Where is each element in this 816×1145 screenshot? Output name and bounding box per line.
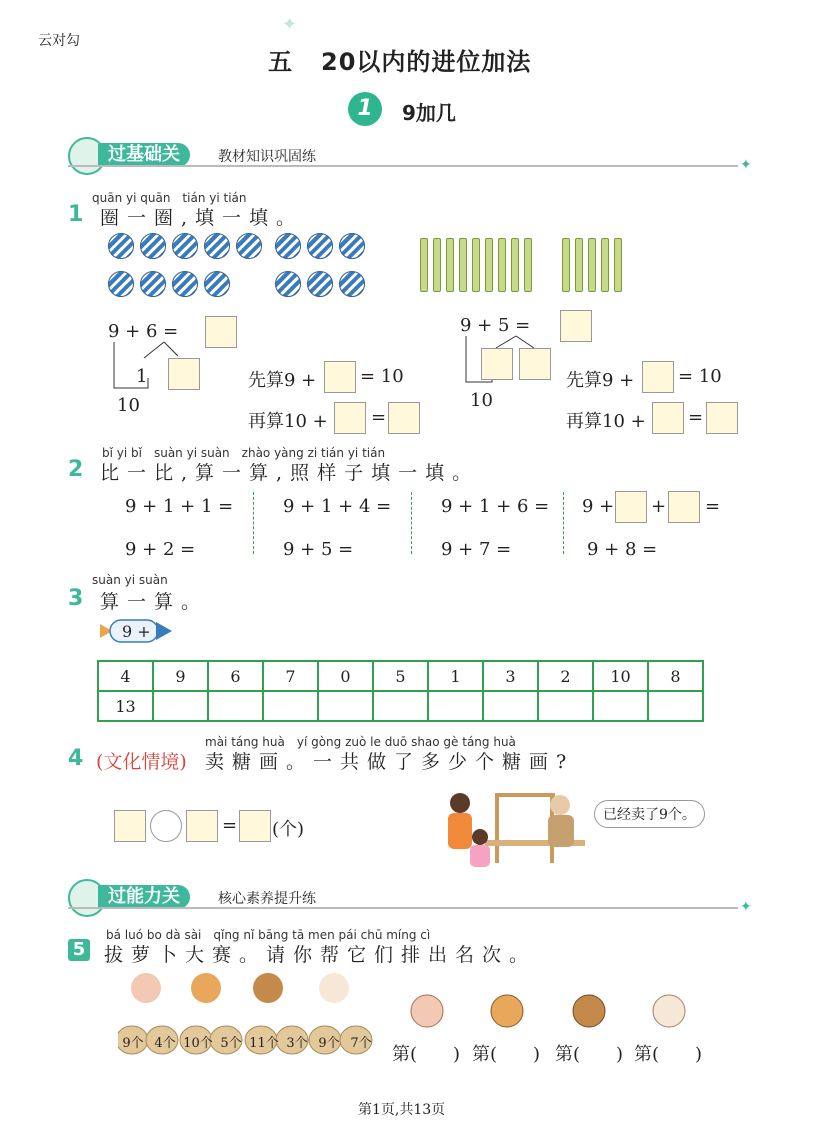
ball-icon [275,271,301,297]
lesson-title: 9加几 [402,101,456,125]
lesson-badge: 1 [348,92,382,126]
answer-box[interactable] [334,402,366,434]
answer-box[interactable] [205,316,237,348]
chapter-name: 20以内的进位加法 [321,48,532,76]
ball-icon [204,271,230,297]
dashed-divider [563,492,564,554]
step1-result: = 10 [360,366,404,387]
answer-cell[interactable] [318,691,373,721]
step1-text: 先算9 + [248,370,317,391]
stick-group-right[interactable] [562,238,622,292]
section-header-basic [68,143,758,173]
answer-cell[interactable] [538,691,593,721]
rocket-icon [98,614,174,648]
star-icon: ✦ [740,899,752,915]
answer-cell[interactable] [208,691,263,721]
table-row-bottom [98,691,703,721]
answer-box[interactable] [481,348,513,380]
stick-icon [485,238,493,292]
brand-text: 云对勾 [38,33,80,49]
equals-sign: = [371,407,387,428]
q4-tag: (文化情境) [96,751,187,773]
q4-pinyin: mài táng huà yí gòng zuò le duō shao gè táng huà [205,735,516,749]
q5-text: 拔萝卜大赛。请你帮它们排出名次。 [104,944,537,966]
stick-icon [433,238,441,292]
q2-pinyin: bǐ yi bǐ suàn yi suàn zhào yàng zi tián yi tián [102,446,386,460]
answer-box[interactable] [168,358,200,390]
bag-label: 10个 [183,1036,213,1051]
stick-icon [446,238,454,292]
dashed-divider [411,492,412,554]
q4-text: 卖糖画。一共做了多少个糖画? [205,751,575,773]
monkey-icon [567,993,611,1033]
plus-sign: + [651,496,667,517]
chapter-title [268,42,531,77]
stick-group-left[interactable] [420,238,532,292]
q2-expr: 9 + 8 = [587,539,658,560]
section-divider [68,907,738,909]
q5-pinyin: bá luó bo dà sài qǐng nǐ bāng tā men pái chū míng cì [106,928,431,942]
q2-text: 比一比,算一算,照样子填一填。 [100,462,480,484]
table-cell: 0 [318,661,373,691]
ball-icon [236,233,262,259]
section-subtitle: 核心素养提升练 [218,891,316,907]
rank-input[interactable]: 第( ) [392,1044,461,1065]
bag-label: 4个 [154,1036,176,1051]
q2-number: 2 [68,457,84,482]
stick-icon [575,238,583,292]
stick-icon [420,238,428,292]
answer-box[interactable] [114,810,146,842]
bag-label: 5个 [220,1036,242,1051]
q2-expr: 9 + 1 + 6 = [441,496,550,517]
section-title: 过能力关 [98,885,190,909]
sugar-painting-illustration [440,785,590,870]
q2-expr: 9 + 2 = [125,539,196,560]
ball-icon [339,233,365,259]
equals-sign: = [688,407,704,428]
bag-label: 7个 [350,1036,372,1051]
table-cell: 10 [593,661,648,691]
ten-label: 10 [117,395,140,416]
stick-icon [588,238,596,292]
ball-icon [339,271,365,297]
table-cell: 13 [98,691,153,721]
operator-circle[interactable] [150,810,182,842]
stick-icon [459,238,467,292]
answer-box[interactable] [668,491,700,523]
ten-label: 10 [470,390,493,411]
table-cell: 1 [428,661,483,691]
stick-icon [601,238,609,292]
table-cell: 2 [538,661,593,691]
q2-template-start: 9 + [582,496,615,517]
q3-table [97,660,704,722]
ball-icon [140,233,166,259]
table-cell: 4 [98,661,153,691]
rank-input[interactable]: 第( ) [634,1044,703,1065]
ball-icon [108,233,134,259]
answer-cell[interactable] [428,691,483,721]
table-cell: 7 [263,661,318,691]
bag-label: 11个 [249,1036,279,1051]
ball-group-right[interactable] [275,233,365,297]
ball-group-left[interactable] [108,233,262,297]
q1-number: 1 [68,202,84,227]
q2-expr: 9 + 5 = [283,539,354,560]
table-row-top [98,661,703,691]
section-divider [68,165,738,167]
answer-cell[interactable] [648,691,703,721]
ball-icon [275,233,301,259]
answer-cell[interactable] [593,691,648,721]
ball-icon [307,271,333,297]
pig-icon [405,993,449,1033]
q3-pinyin: suàn yi suàn [92,573,168,587]
answer-cell[interactable] [263,691,318,721]
q4-number: 4 [68,746,84,771]
rank-input[interactable]: 第( ) [472,1044,541,1065]
answer-box[interactable] [388,402,420,434]
ball-icon [140,271,166,297]
answer-box[interactable] [519,348,551,380]
split-one: 1 [136,366,148,387]
answer-box[interactable] [560,310,592,342]
table-cell: 6 [208,661,263,691]
q2-expr: 9 + 1 + 4 = [283,496,392,517]
answer-box[interactable] [706,402,738,434]
bag-label: 9个 [122,1036,144,1051]
q1-text: 圈一圈,填一填。 [100,207,304,229]
answer-box[interactable] [324,361,356,393]
stick-icon [498,238,506,292]
step2-text: 再算10 + [248,411,328,432]
star-icon: ✦ [740,157,752,173]
answer-box[interactable] [652,402,684,434]
chapter-number: 五 [268,48,293,76]
dashed-divider [253,492,254,554]
answer-box[interactable] [615,491,647,523]
ball-icon [108,271,134,297]
section-subtitle: 教材知识巩固练 [218,149,316,165]
dog-icon [485,993,529,1033]
stick-icon [472,238,480,292]
q1-left-equation: 9 + 6 = [108,321,179,342]
table-cell: 5 [373,661,428,691]
answer-box[interactable] [239,810,271,842]
rank-input[interactable]: 第( ) [555,1044,624,1065]
answer-cell[interactable] [483,691,538,721]
q2-expr: 9 + 7 = [441,539,512,560]
answer-cell[interactable] [373,691,428,721]
equals-sign: = [222,815,238,836]
table-cell: 8 [648,661,703,691]
table-cell: 3 [483,661,538,691]
page-footer: 第1页,共13页 [358,1102,446,1118]
section-title: 过基础关 [98,143,190,167]
q3-text: 算一算。 [100,591,209,613]
ball-icon [172,233,198,259]
cat-icon [647,993,691,1033]
ball-icon [307,233,333,259]
bag-labels [118,1032,376,1051]
answer-box[interactable] [186,810,218,842]
step1-result: = 10 [678,366,722,387]
bag-label: 3个 [286,1036,308,1051]
q1-right-equation: 9 + 5 = [460,315,531,336]
unit-label: (个) [272,819,305,840]
q3-number: 3 [68,586,84,611]
star-icon: ✦ [282,14,298,35]
stick-icon [511,238,519,292]
ball-icon [172,271,198,297]
ball-icon [204,233,230,259]
answer-cell[interactable] [153,691,208,721]
stick-icon [524,238,532,292]
stick-icon [614,238,622,292]
section-header-ability [68,885,758,915]
table-cell: 9 [153,661,208,691]
bag-label: 9个 [318,1036,340,1051]
speech-bubble: 已经卖了9个。 [594,800,705,828]
q2-expr: 9 + 1 + 1 = [125,496,234,517]
q5-number: 5 [68,939,90,961]
rocket-label: 9 + [122,622,151,641]
stick-icon [562,238,570,292]
step2-text: 再算10 + [566,411,646,432]
equals-sign: = [705,496,721,517]
step1-text: 先算9 + [566,370,635,391]
q1-pinyin: quān yi quān tián yi tián [92,191,247,205]
answer-box[interactable] [642,361,674,393]
